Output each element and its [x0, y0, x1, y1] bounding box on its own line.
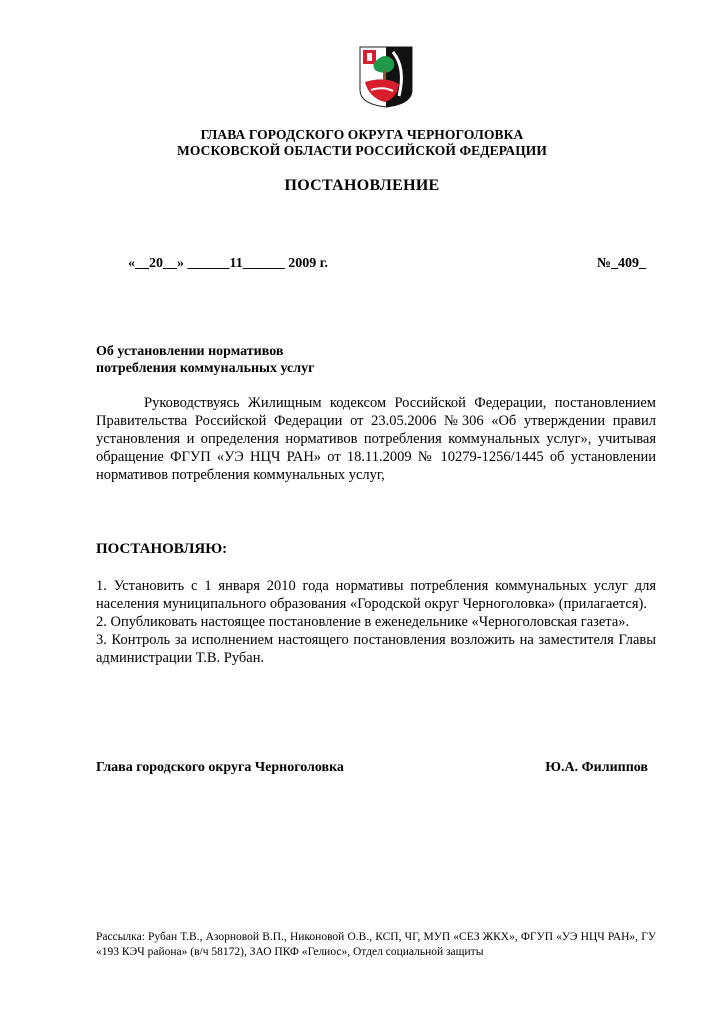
subject-line-2: потребления коммунальных услуг	[96, 361, 315, 376]
issuer-line-2: МОСКОВСКОЙ ОБЛАСТИ РОССИЙСКОЙ ФЕДЕРАЦИИ	[176, 143, 548, 158]
decree-item-1: 1. Установить с 1 января 2010 года нормативы потребления коммунальных услуг для населения муниципального образования «Городской округ Черноголовка» (прилагается).	[96, 578, 656, 612]
signer-title: Глава городского округа Черноголовка	[96, 760, 344, 775]
document-subject	[96, 343, 314, 377]
preamble-paragraph: Руководствуясь Жилищным кодексом Российской Федерации, постановлением Правительства Российской Федерации от 23.05.2006 №306 «Об утверждении правил установления и определения нормативов потребления коммунальных услуг», учитывая обращение ФГУП «УЭ НЦЧ РАН» от 18.11.2009 № 10279-1256/1445 об установлении нормативов потребления коммунальных услуг,	[96, 395, 656, 483]
signer-name: Ю.А. Филиппов	[545, 760, 648, 775]
document-date: «__20__» ______11______ 2009 г.	[128, 256, 329, 271]
document-type: ПОСТАНОВЛЕНИЕ	[284, 177, 440, 194]
coat-of-arms-icon	[359, 46, 413, 108]
decree-items	[96, 577, 656, 667]
issuer-line-1: ГЛАВА ГОРОДСКОГО ОКРУГА ЧЕРНОГОЛОВКА	[200, 127, 524, 142]
issuer-header	[0, 127, 724, 159]
decree-item-3: 3. Контроль за исполнением настоящего постановления возложить на заместителя Главы администрации Т.В. Рубан.	[96, 632, 656, 666]
decree-item-2: 2. Опубликовать настоящее постановление в еженедельнике «Черноголовская газета».	[96, 614, 630, 630]
subject-line-1: Об установлении нормативов	[96, 344, 284, 359]
distribution-list: Рассылка: Рубан Т.В., Азорновой В.П., Никоновой О.В., КСП, ЧГ, МУП «СЕЗ ЖКХ», ФГУП «УЭ НЦЧ РАН», ГУ «193 КЭЧ района» (в/ч 58172), ЗАО ПКФ «Гелиос», Отдел социальной защиты	[96, 931, 656, 958]
decree-heading: ПОСТАНОВЛЯЮ:	[96, 541, 228, 557]
document-number: №_409_	[596, 256, 646, 271]
